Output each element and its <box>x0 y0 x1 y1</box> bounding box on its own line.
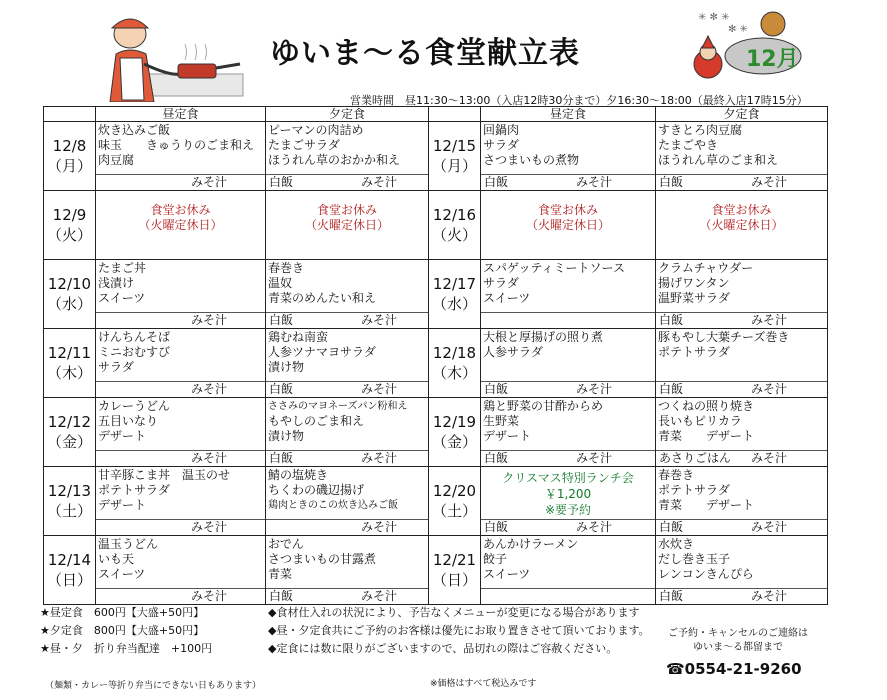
dish-item: 炊き込みご飯 <box>98 123 171 137</box>
dish-item: ポテトサラダ <box>98 483 170 497</box>
lunch-cell <box>96 329 266 398</box>
svg-text:✳ ✻ ✳: ✳ ✻ ✳ <box>698 12 730 23</box>
dish-item: スイーツ <box>98 567 146 581</box>
meal-footer: みそ汁 <box>96 381 265 397</box>
dish-list <box>656 398 827 445</box>
dish-list <box>96 398 265 445</box>
date-cell <box>429 536 481 605</box>
dish-item: デザート <box>483 429 532 443</box>
dish-item: 春巻き <box>268 261 305 275</box>
dish-item: 五目いなり <box>98 414 159 428</box>
dish-item: つくねの照り焼き <box>658 399 755 413</box>
closed-notice: 食堂お休み （火曜定休日） <box>304 203 389 232</box>
dish-item: 人参ツナマヨサラダ <box>268 345 376 359</box>
svg-text:✻ ✳: ✻ ✳ <box>728 24 748 35</box>
lunch-cell <box>481 191 656 260</box>
meal-footer: 白飯 みそ汁 <box>656 588 827 604</box>
date-cell <box>429 191 481 260</box>
dish-item: 鯖の塩焼き <box>268 468 329 482</box>
date-label: 12/20 <box>432 482 477 500</box>
lunch-cell <box>481 398 656 467</box>
dish-item: さつまいもの甘露煮 <box>268 552 377 566</box>
weekday-label: （木） <box>46 364 92 382</box>
dish-item: ポテトサラダ <box>658 483 730 497</box>
weekday-label: （水） <box>431 295 477 313</box>
lunch-column-header: 昼定食 <box>481 107 656 122</box>
dinner-cell <box>656 398 828 467</box>
dish-item: 鶏と野菜の甘酢からめ <box>483 399 604 413</box>
meal-footer: あさりごはん みそ汁 <box>656 450 827 466</box>
date-cell <box>44 122 96 191</box>
dinner-cell <box>266 191 429 260</box>
dish-item: スイーツ <box>483 567 531 581</box>
date-cell <box>429 329 481 398</box>
dish-list <box>266 329 428 376</box>
table-row <box>44 536 828 605</box>
dish-item: 浅漬け <box>98 276 135 290</box>
table-row <box>44 329 828 398</box>
dish-item: サラダ <box>98 360 134 374</box>
dish-item: 春巻き <box>658 468 695 482</box>
dish-item: サラダ <box>483 276 519 290</box>
dinner-cell <box>266 329 429 398</box>
dish-item: もやしのごま和え <box>268 414 365 428</box>
meal-footer: 白飯 みそ汁 <box>656 174 827 190</box>
weekday-label: （水） <box>46 295 92 313</box>
dish-item: すきとろ肉豆腐 <box>658 123 743 137</box>
weekday-label: （木） <box>431 364 477 382</box>
lunch-cell <box>96 536 266 605</box>
price-note: （麺類・カレー等折り弁当にできない日もあります） <box>45 681 262 691</box>
phone-number: ☎0554-21-9260 <box>666 660 802 678</box>
lunch-cell <box>96 260 266 329</box>
dinner-cell <box>656 191 828 260</box>
dish-item: 甘辛豚こま丼 温玉のせ <box>98 468 231 482</box>
dinner-cell <box>266 536 429 605</box>
date-label: 12/19 <box>432 413 477 431</box>
meal-footer: 白飯 みそ汁 <box>266 174 428 190</box>
meal-footer: 白飯 みそ汁 <box>266 381 428 397</box>
meal-footer: 白飯 みそ汁 <box>656 381 827 397</box>
meal-footer: 白飯 みそ汁 <box>481 381 655 397</box>
closed-notice: 食堂お休み （火曜定休日） <box>699 203 784 232</box>
date-label: 12/13 <box>47 482 92 500</box>
dish-item: けんちんそば <box>98 330 171 344</box>
dish-item: だし巻き玉子 <box>658 552 731 566</box>
dish-item: 豚もやし大葉チーズ巻き <box>658 330 790 344</box>
date-label: 12/10 <box>47 275 92 293</box>
dish-item: ほうれん草のおかか和え <box>268 153 401 167</box>
closed-notice: 食堂お休み （火曜定休日） <box>525 203 610 232</box>
table-row <box>44 191 828 260</box>
date-cell <box>44 191 96 260</box>
dish-item: 餃子 <box>483 552 508 566</box>
month-badge: 12月 <box>746 47 799 72</box>
dish-item: ちくわの磯辺揚げ <box>268 483 365 497</box>
dish-item: 温野菜サラダ <box>658 291 730 305</box>
date-cell <box>429 260 481 329</box>
table-row <box>44 260 828 329</box>
weekday-label: （月） <box>46 157 92 175</box>
tax-note: ※価格はすべて税込みです <box>430 679 537 689</box>
meal-footer: 白飯 みそ汁 <box>266 450 428 466</box>
dish-item: たまごサラダ <box>268 138 340 152</box>
dish-item: サラダ <box>483 138 519 152</box>
dish-list <box>656 122 827 169</box>
date-label: 12/8 <box>52 137 87 155</box>
price-item: ★夕定食 800円【大盛+50円】 <box>40 624 205 637</box>
date-cell <box>44 536 96 605</box>
weekday-label: （火） <box>431 226 477 244</box>
meal-footer: みそ汁 <box>96 588 265 604</box>
lunch-cell <box>481 122 656 191</box>
weekday-label: （土） <box>46 502 92 520</box>
lunch-cell <box>96 467 266 536</box>
dish-item: 大根と厚揚げの照り煮 <box>483 330 604 344</box>
dish-item: 温奴 <box>268 276 293 290</box>
dish-list <box>96 329 265 376</box>
dinner-column-header: 夕定食 <box>266 107 429 122</box>
dish-item: 漬け物 <box>268 360 305 374</box>
dinner-cell <box>266 260 429 329</box>
lunch-cell <box>96 122 266 191</box>
closed-notice: 食堂お休み （火曜定休日） <box>138 203 223 232</box>
notice-item: ◆定食には数に限りがございますので、品切れの際はご容赦ください。 <box>268 642 618 655</box>
dish-item: 漬け物 <box>268 429 305 443</box>
lunch-cell <box>481 329 656 398</box>
price-item: ★昼・夕 折り弁当配達 +100円 <box>40 642 213 655</box>
meal-footer <box>481 588 655 604</box>
notice-list <box>268 604 650 658</box>
special-event-notice: クリスマス特別ランチ会 ￥1,200 ※要予約 <box>502 471 634 517</box>
dinner-cell <box>656 122 828 191</box>
dinner-cell <box>656 329 828 398</box>
dish-item: 青菜 デザート <box>658 498 755 512</box>
dish-item: レンコンきんぴら <box>658 567 754 581</box>
notice-item: ◆昼・夕定食共にご予約のお客様は優先にお取り置きさせて頂いております。 <box>268 624 650 637</box>
dinner-cell <box>266 122 429 191</box>
meal-footer: 白飯 みそ汁 <box>481 519 655 535</box>
dish-list <box>266 536 428 583</box>
lunch-cell <box>96 398 266 467</box>
dish-item: 生野菜 <box>483 414 520 428</box>
date-label: 12/9 <box>52 206 87 224</box>
meal-footer: みそ汁 <box>96 519 265 535</box>
dish-item: あんかけラーメン <box>483 537 579 551</box>
dish-item: 長いもピリカラ <box>658 414 742 428</box>
weekday-label: （月） <box>431 157 477 175</box>
dish-item: 肉豆腐 <box>98 153 135 167</box>
weekday-label: （土） <box>431 502 477 520</box>
dish-list <box>481 398 655 445</box>
date-cell <box>44 398 96 467</box>
table-row <box>44 398 828 467</box>
lunch-cell <box>481 536 656 605</box>
dish-item: おでん <box>268 537 304 551</box>
date-cell <box>429 122 481 191</box>
dish-list <box>481 122 655 169</box>
weekday-label: （金） <box>431 433 477 451</box>
date-label: 12/14 <box>47 551 92 569</box>
date-label: 12/12 <box>47 413 92 431</box>
dish-list <box>96 536 265 583</box>
price-list <box>40 604 212 658</box>
santa-reindeer-illustration <box>688 6 818 88</box>
table-row <box>44 122 828 191</box>
dish-item: 揚げワンタン <box>658 276 730 290</box>
table-row <box>44 467 828 536</box>
dish-list <box>96 122 265 169</box>
dish-list <box>266 467 428 514</box>
meal-footer: 白飯 みそ汁 <box>266 588 428 604</box>
dish-item: 味玉 きゅうりのごま和え <box>98 138 255 152</box>
dish-list <box>481 260 655 307</box>
dish-item: ささみのマヨネーズパン粉和え <box>268 401 408 412</box>
dinner-cell <box>656 536 828 605</box>
dish-item: ポテトサラダ <box>658 345 730 359</box>
dish-item: スイーツ <box>483 291 531 305</box>
opening-hours: 営業時間 昼11:30〜13:00（入店12時30分まで）夕16:30〜18:00（最終入店17時15分） <box>350 94 808 107</box>
dish-item: 青菜 <box>268 567 293 581</box>
weekday-label: （日） <box>431 571 477 589</box>
cooking-person-illustration <box>100 14 245 102</box>
dinner-cell <box>656 260 828 329</box>
date-label: 12/17 <box>432 275 477 293</box>
dish-list <box>96 260 265 307</box>
meal-footer: みそ汁 <box>96 312 265 328</box>
dish-item: カレーうどん <box>98 399 171 413</box>
dish-item: ほうれん草のごま和え <box>658 153 779 167</box>
dish-list <box>656 260 827 307</box>
meal-footer: 白飯 みそ汁 <box>481 450 655 466</box>
dish-item: 鶏肉ときのこの炊き込みご飯 <box>268 500 398 511</box>
dish-item: デザート <box>98 498 147 512</box>
dish-item: ピーマンの肉詰め <box>268 123 364 137</box>
lunch-cell <box>96 191 266 260</box>
lunch-cell <box>481 467 656 536</box>
dish-list <box>656 329 827 361</box>
meal-footer: 白飯 みそ汁 <box>656 312 827 328</box>
dish-item: 人参サラダ <box>483 345 543 359</box>
dish-list <box>96 467 265 514</box>
dish-item: クラムチャウダー <box>658 261 754 275</box>
meal-footer: みそ汁 <box>96 174 265 190</box>
meal-footer <box>481 312 655 328</box>
dish-item: 回鍋肉 <box>483 123 520 137</box>
dish-item: 鶏むね南蛮 <box>268 330 329 344</box>
dish-item: 温玉うどん <box>98 537 159 551</box>
weekday-label: （火） <box>46 226 92 244</box>
dish-item: ミニおむすび <box>98 345 171 359</box>
date-cell <box>44 467 96 536</box>
meal-footer: 白飯 みそ汁 <box>481 174 655 190</box>
page-title: ゆいま〜る食堂献立表 <box>270 36 580 71</box>
date-label: 12/21 <box>432 551 477 569</box>
dish-item: スイーツ <box>98 291 146 305</box>
dinner-cell <box>266 467 429 536</box>
dish-item: デザート <box>98 429 147 443</box>
dish-list <box>656 536 827 583</box>
dinner-column-header: 夕定食 <box>656 107 828 122</box>
dish-list <box>481 536 655 583</box>
dish-list <box>266 398 428 445</box>
weekday-label: （日） <box>46 571 92 589</box>
dish-item: スパゲッティミートソース <box>483 261 625 275</box>
meal-footer: 白飯 みそ汁 <box>656 519 827 535</box>
contact-info: ご予約・キャンセルのご連絡は ゆいま〜る都留まで <box>668 628 808 653</box>
dish-list <box>266 122 428 169</box>
dish-list <box>656 467 827 514</box>
dish-item: 青菜のめんたい和え <box>268 291 377 305</box>
date-cell <box>429 467 481 536</box>
date-label: 12/15 <box>432 137 477 155</box>
dinner-cell <box>266 398 429 467</box>
meal-footer: 白飯 みそ汁 <box>266 312 428 328</box>
dish-item: さつまいもの煮物 <box>483 153 580 167</box>
meal-footer: みそ汁 <box>96 450 265 466</box>
dish-item: たまご丼 <box>98 261 147 275</box>
date-label: 12/18 <box>432 344 477 362</box>
notice-item: ◆食材仕入れの状況により、予告なくメニューが変更になる場合があります <box>268 606 640 619</box>
dish-item: いも天 <box>98 552 135 566</box>
lunch-column-header: 昼定食 <box>96 107 266 122</box>
lunch-cell <box>481 260 656 329</box>
dish-list <box>266 260 428 307</box>
dish-item: 水炊き <box>658 537 695 551</box>
date-cell <box>44 260 96 329</box>
dish-item: たまごやき <box>658 138 719 152</box>
date-label: 12/16 <box>432 206 477 224</box>
dinner-cell <box>656 467 828 536</box>
dish-list <box>481 329 655 361</box>
dish-item: 青菜 デザート <box>658 429 755 443</box>
date-label: 12/11 <box>47 344 92 362</box>
date-cell <box>44 329 96 398</box>
date-cell <box>429 398 481 467</box>
weekday-label: （金） <box>46 433 92 451</box>
price-item: ★昼定食 600円【大盛+50円】 <box>40 606 205 619</box>
menu-table <box>43 106 828 605</box>
meal-footer: みそ汁 <box>266 519 428 535</box>
